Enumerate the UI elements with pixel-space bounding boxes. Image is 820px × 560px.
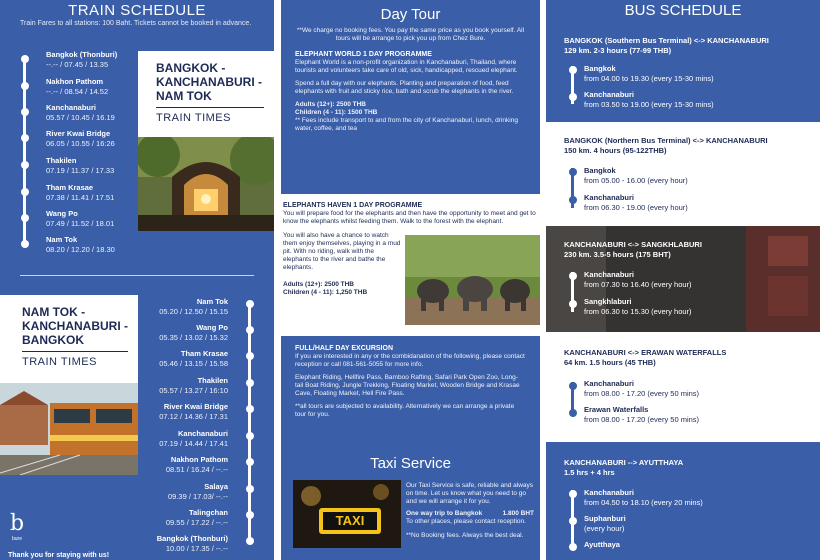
bus-route-4	[546, 332, 820, 438]
elephant-world-child-price: Children (4 - 11): 1500 THB	[295, 109, 378, 116]
bus-route-info: 64 km. 1.5 hours (45 THB)	[564, 358, 656, 367]
elephant-world-fee-note: ** Fees include transport to and from the city of Kanchanaburi, lunch, drinking water, coffee, and tea	[295, 117, 518, 132]
section-divider	[20, 275, 254, 276]
elephant-world-adult-price: Adults (12+): 2500 THB	[295, 101, 366, 108]
bus-route-info: 230 km. 3.5-5 hours (175 BHT)	[564, 250, 671, 259]
station-item: River Kwai Bridge 06.05 / 10.55 / 16:26	[46, 129, 115, 148]
taxi-sign-photo	[293, 480, 401, 548]
station-item: Nakhon Pathom 08.51 / 16.24 / --.--	[165, 455, 228, 474]
inbound-timeline	[248, 302, 251, 540]
bus-stop: Kanchanaburi from 08.00 - 17.20 (every 50 mins)	[584, 379, 700, 398]
outbound-heading: BANGKOK - KANCHANABURI - NAM TOK	[156, 61, 262, 103]
train-schedule-title: TRAIN SCHEDULE	[68, 2, 206, 19]
bus-stop: Kanchanaburi from 06.30 - 19.00 (every hour)	[584, 193, 688, 212]
elephants-haven-activities: You will also have a chance to watch them enjoy themselves, playing in a mud pit. With no riding, walk with the elephants to the river and bathe the elephants.	[283, 232, 401, 271]
bus-route-title: KANCHANABURI <-> ERAWAN WATERFALLS	[564, 348, 727, 357]
station-item: Salaya 09.39 / 17.03/ --.--	[167, 482, 228, 501]
station-item: Nakhon Pathom --.-- / 08.54 / 14.52	[46, 77, 109, 96]
excursion-intro: If you are interested in any or the combidanation of the following, please contact reception or call 081-561-5055 for more info.	[295, 353, 525, 368]
bus-route-title: KANCHANABURI <-> SANGKHLABURI	[564, 240, 702, 249]
outbound-subheading: TRAIN TIMES	[156, 107, 264, 124]
bus-route-1	[546, 0, 820, 122]
taxi-section	[281, 450, 540, 560]
taxi-sign-text: TAXI	[335, 513, 365, 528]
inbound-subheading: TRAIN TIMES	[22, 351, 128, 368]
bus-stop: Kanchanaburi from 03.50 to 19.00 (every 15-30 mins)	[584, 90, 714, 109]
day-tour-panel	[281, 0, 540, 560]
station-item: Thakilen 05.57 / 13.27 / 16:10	[159, 376, 228, 395]
station-item: Tham Krasae 07.38 / 11.41 / 17.51	[46, 183, 115, 202]
bus-stop: Kanchanaburi from 04.50 to 18.10 (every 20 mins)	[584, 488, 703, 507]
elephant-world-section	[281, 0, 540, 194]
thank-you-note: Thank you for staying with us!	[8, 552, 110, 559]
station-item: Bangkok (Thonburi) 10.00 / 17.35 / --.--	[156, 534, 228, 553]
station-item: Kanchanaburi 05.57 / 10.45 / 16.19	[46, 103, 115, 122]
excursion-activities: Elephant Riding, Hellfire Pass, Bamboo Rafting, Safari Park Open Zoo, Long-tail Boat Riding, Jungle Trekking, Floating Market, Wooden Bridge and Krasae Cave, Floating Market, Hell Fire Pass.	[295, 374, 520, 397]
elephants-haven-child-price: Children (4 - 11): 1,250 THB	[283, 289, 368, 296]
taxi-no-fee: **No Booking fees. Always the best deal.	[406, 532, 524, 539]
bus-route-info: 129 km. 2-3 hours (77-99 THB)	[564, 46, 672, 55]
inbound-heading-box	[0, 295, 138, 383]
elephants-haven-desc: You will prepare food for the elephants and then have the opportunity to meet and get to know the elephants whilst feeding them. Walk to the forest with the elephant.	[283, 210, 536, 225]
station-item: Talingchan 09.55 / 17.22 / --.--	[165, 508, 228, 527]
station-item: Wang Po 05.35 / 13.02 / 15.32	[159, 323, 228, 342]
station-item: Nam Tok 05.20 / 12.50 / 15.15	[159, 297, 228, 316]
elephants-photo	[405, 235, 540, 325]
day-tour-intro: **We charge no booking fees. You pay the same price as you book yourself. All tours will be arrange to pick you up from Chez Bure.	[296, 27, 525, 42]
elephants-haven-adult-price: Adults (12+): 2500 THB	[283, 281, 354, 288]
elephant-world-desc: Elephant World is a non-profit organization in Kanchanaburi, Thailand, where tourists and volunteers take care of old, sick, handicapped, rescued elephant.	[295, 59, 518, 74]
elephant-world-heading: ELEPHANT WORLD 1 DAY PROGRAMME	[295, 51, 432, 58]
train-fare-note: Train Fares to all stations: 100 Baht. Tickets cannot be booked in advance.	[20, 20, 252, 27]
station-item: Kanchanaburi 07.19 / 14.44 / 17.41	[159, 429, 228, 448]
bus-stop: Ayutthaya	[584, 540, 620, 549]
elephant-world-activities: Spend a full day with our elephants. Planting and preparation of food, feed elephants with fruit and sticky rice, bath and scrub the elephants in the river.	[295, 80, 514, 95]
station-item: Wang Po 07.49 / 11.52 / 18.01	[46, 209, 115, 228]
bridge-train-photo	[138, 137, 274, 231]
elephants-haven-heading: ELEPHANTS HAVEN 1 DAY PROGRAMME	[283, 202, 423, 209]
taxi-desc: Our Taxi Service is safe, reliable and always on time. Let us know what you need to go and we will arrange it for you.	[406, 482, 534, 505]
taxi-trip-label: One way trip to Bangkok	[406, 510, 483, 517]
bus-route-info: 150 km. 4 hours (95-122THB)	[564, 146, 667, 155]
excursion-availability-note: **all tours are subjected to availability. Alternatively we can arrange a private tour for you.	[295, 403, 515, 418]
excursion-heading: FULL/HALF DAY EXCURSION	[295, 345, 394, 352]
excursion-section	[281, 336, 540, 450]
bus-stop: Bangkok from 05.00 - 16.00 (every hour)	[584, 166, 688, 185]
bus-route-info: 1.5 hrs + 4 hrs	[564, 468, 615, 477]
station-item: Bangkok (Thonburi) --.-- / 07.45 / 13.35	[46, 50, 118, 69]
day-tour-title: Day Tour	[380, 6, 441, 23]
bus-route-title: BANGKOK (Southern Bus Terminal) <-> KANCHANABURI	[564, 36, 769, 45]
inbound-heading: NAM TOK - KANCHANABURI - BANGKOK	[22, 305, 128, 347]
taxi-title: Taxi Service	[370, 455, 451, 472]
train-station-photo	[0, 383, 138, 475]
bus-route-5	[546, 442, 820, 560]
bus-stop: Bangkok from 04.00 to 19.30 (every 15-30 mins)	[584, 64, 714, 83]
station-item: Thakilen 07.19 / 11.37 / 17.33	[46, 156, 115, 175]
taxi-other-places: To other places, please contact reception.	[406, 518, 526, 525]
bus-route-2	[546, 122, 820, 226]
train-schedule-panel	[0, 0, 274, 560]
station-item: River Kwai Bridge 07.12 / 14.36 / 17.31	[159, 402, 228, 421]
outbound-heading-box	[138, 51, 274, 137]
bus-route-3	[546, 226, 820, 332]
station-item: Nam Tok 08.20 / 12.20 / 18.30	[46, 235, 115, 254]
bus-stop: Sangkhlaburi from 06.30 to 15.30 (every hour)	[584, 297, 692, 316]
bus-stop: Erawan Waterfalls from 08.00 - 17.20 (every 50 mins)	[584, 405, 700, 424]
station-item: Tham Krasae 05.46 / 13.15 / 15.58	[159, 349, 228, 368]
bus-route-title: BANGKOK (Northern Bus Terminal) <-> KANCHANABURI	[564, 136, 768, 145]
hotel-logo: b bure	[9, 511, 25, 542]
bus-schedule-panel	[546, 0, 820, 560]
bus-route-title: KANCHANABURI --> AYUTTHAYA	[564, 458, 684, 467]
bus-stop: Suphanburi (every hour)	[584, 514, 626, 533]
taxi-trip-price: 1.800 BHT	[502, 510, 534, 517]
elephants-haven-section	[281, 201, 540, 297]
bus-schedule-title: BUS SCHEDULE	[624, 2, 742, 19]
bus-stop: Kanchanaburi from 07.30 to 16.40 (every hour)	[584, 270, 692, 289]
